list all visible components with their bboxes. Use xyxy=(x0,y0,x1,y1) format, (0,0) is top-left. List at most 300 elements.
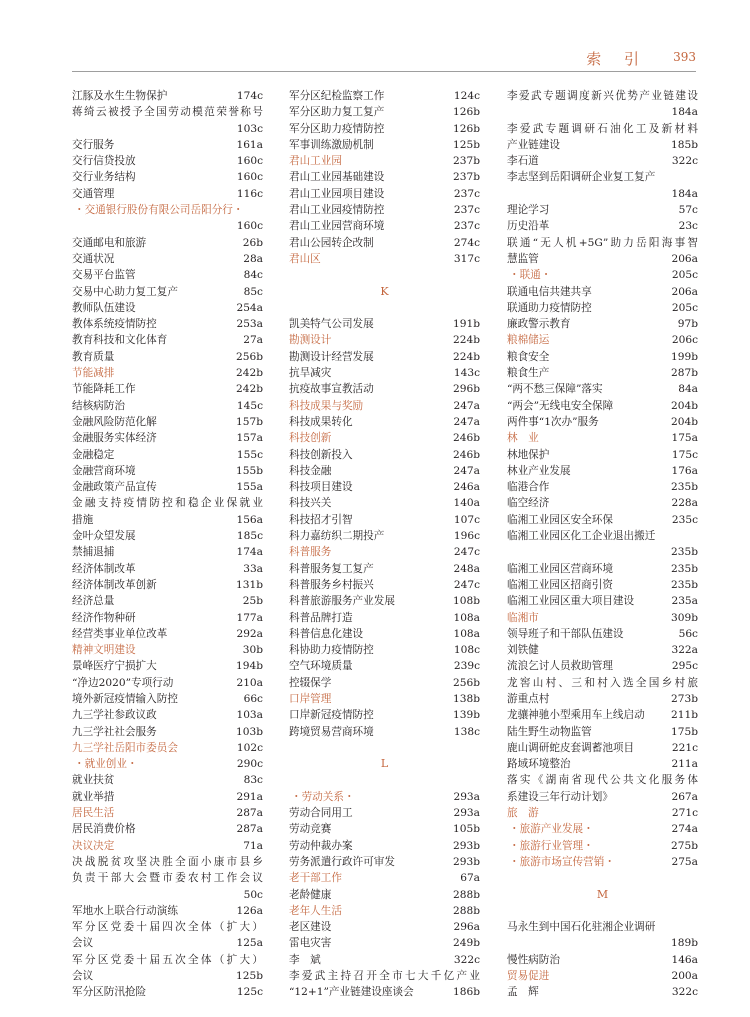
index-entry xyxy=(72,186,263,202)
entry-page-ref: 274a xyxy=(671,823,698,836)
index-entry xyxy=(72,398,263,414)
index-heading xyxy=(289,153,480,169)
entry-term: 马永生到中国石化驻湘企业调研 xyxy=(507,921,656,934)
entry-page-ref: 33a xyxy=(243,562,263,575)
entry-page-ref: 57c xyxy=(678,204,698,217)
index-entry xyxy=(72,381,263,397)
entry-page-ref: 107c xyxy=(453,513,480,526)
index-column-2 xyxy=(289,88,480,1001)
index-heading xyxy=(507,430,698,446)
entry-term: 蒋绮云被授予全国劳动模范荣誉称号 xyxy=(72,106,263,119)
entry-term: 贸易促进 xyxy=(507,970,550,983)
entry-page-ref: 103b xyxy=(235,725,263,738)
entry-page-ref: 211a xyxy=(671,758,698,771)
entry-page-ref: 175a xyxy=(671,432,698,445)
index-entry xyxy=(507,512,698,528)
index-heading xyxy=(289,332,480,348)
entry-term: 临湘工业园区重大项目建设 xyxy=(507,595,635,608)
entry-term: 科力嘉纺织二期投产 xyxy=(289,530,385,543)
index-heading xyxy=(507,610,698,626)
entry-term: 科技创新 xyxy=(289,432,332,445)
entry-term: 九三学社参政议政 xyxy=(72,709,157,722)
index-entry xyxy=(72,153,263,169)
entry-term: 居民生活 xyxy=(72,807,115,820)
entry-page-ref: 275b xyxy=(670,839,698,852)
entry-term: 领导班子和干部队伍建设 xyxy=(507,627,624,640)
index-entry xyxy=(72,675,263,691)
entry-term: 金融营商环境 xyxy=(72,464,136,477)
entry-page-ref: 224b xyxy=(452,334,480,347)
index-heading xyxy=(72,642,263,658)
entry-page-ref: 211b xyxy=(670,709,698,722)
entry-page-ref: 160c xyxy=(236,220,263,233)
entry-term: 落实《湖南省现代公共文化服务体 xyxy=(507,774,698,787)
entry-page-ref: 322c xyxy=(671,986,698,999)
index-entry xyxy=(289,349,480,365)
index-entry xyxy=(507,349,698,365)
entry-page-ref: 97b xyxy=(677,318,698,331)
section-letter xyxy=(507,887,698,903)
entry-term: 粮食生产 xyxy=(507,367,550,380)
entry-page-ref: 205c xyxy=(671,301,698,314)
index-entry xyxy=(507,658,698,674)
entry-page-ref: 293a xyxy=(453,807,480,820)
entry-page-ref: 194b xyxy=(235,660,263,673)
entry-term: 交行信贷投放 xyxy=(72,155,136,168)
entry-page-ref: 140a xyxy=(453,497,480,510)
index-entry xyxy=(72,821,263,837)
entry-term: ・交通银行股份有限公司岳阳分行・ xyxy=(74,204,244,217)
entry-page-ref: 248a xyxy=(453,562,480,575)
index-heading xyxy=(72,740,263,756)
entry-page-ref: 205c xyxy=(671,269,698,282)
index-entry xyxy=(72,658,263,674)
entry-term: 临湘工业园区招商引资 xyxy=(507,578,613,591)
entry-page-ref: 155b xyxy=(235,464,263,477)
entry-term: 金叶众望发展 xyxy=(72,530,136,543)
entry-page-ref: 235c xyxy=(671,513,698,526)
entry-term: 老龄健康 xyxy=(289,888,332,901)
index-entry xyxy=(72,952,263,968)
entry-term: 老年人生活 xyxy=(289,904,342,917)
entry-page-ref: 108a xyxy=(453,627,480,640)
entry-page-ref: 50c xyxy=(243,888,263,901)
entry-term: ・劳动关系・ xyxy=(291,790,355,803)
entry-term: 居民消费价格 xyxy=(72,823,136,836)
entry-page-ref: 206a xyxy=(671,285,698,298)
index-entry xyxy=(72,479,263,495)
entry-page-ref: 27a xyxy=(243,334,263,347)
entry-page-ref: 204b xyxy=(670,415,698,428)
index-heading xyxy=(72,838,263,854)
spacer xyxy=(289,772,480,788)
entry-page-ref: 67a xyxy=(460,872,480,885)
entry-term: 交通邮电和旅游 xyxy=(72,236,147,249)
entry-page-ref: 23c xyxy=(678,220,698,233)
entry-term: ・联通・ xyxy=(509,269,552,282)
entry-page-ref: 253a xyxy=(236,318,263,331)
entry-term: 联通电信共建共享 xyxy=(507,285,592,298)
entry-term: 结核病防治 xyxy=(72,399,125,412)
entry-page-ref: 138c xyxy=(453,725,480,738)
index-entry xyxy=(289,169,480,185)
entry-page-ref: 235b xyxy=(670,562,698,575)
entry-page-ref: 177a xyxy=(236,611,263,624)
entry-page-ref: 125b xyxy=(235,970,263,983)
entry-page-ref: 247a xyxy=(453,464,480,477)
entry-term: 粮食安全 xyxy=(507,350,550,363)
entry-term: 君山区 xyxy=(289,252,321,265)
entry-term: 联通“无人机+5G”助力岳阳海事智 xyxy=(507,236,698,249)
entry-term: 李石道 xyxy=(507,155,539,168)
entry-page-ref: 103a xyxy=(236,709,263,722)
entry-page-ref: 256b xyxy=(235,350,263,363)
index-entry xyxy=(72,349,263,365)
index-entry xyxy=(289,495,480,511)
entry-page-ref: 125b xyxy=(452,138,480,151)
index-heading xyxy=(289,398,480,414)
entry-page-ref: 288b xyxy=(452,888,480,901)
entry-term: 李爱武专题调研石油化工及新材料 xyxy=(507,122,698,135)
index-entry xyxy=(507,984,698,1000)
running-title: 索 引 xyxy=(586,50,648,68)
index-heading xyxy=(289,430,480,446)
entry-page-ref: 85c xyxy=(243,285,263,298)
entry-term: 勘测设计 xyxy=(289,334,332,347)
index-entry xyxy=(72,414,263,430)
entry-term: 劳动竞赛 xyxy=(289,823,332,836)
entry-page-ref: 293b xyxy=(452,839,480,852)
index-entry xyxy=(72,593,263,609)
entry-term: 金融政策产品宣传 xyxy=(72,481,157,494)
index-entry xyxy=(72,789,263,805)
entry-page-ref: 322a xyxy=(671,644,698,657)
index-heading xyxy=(72,756,263,772)
entry-page-ref: 146a xyxy=(671,953,698,966)
entry-page-ref: 317c xyxy=(453,252,480,265)
entry-page-ref: 224b xyxy=(452,350,480,363)
index-entry xyxy=(289,626,480,642)
entry-page-ref: 247a xyxy=(453,415,480,428)
index-entry xyxy=(289,218,480,234)
entry-page-ref: 71a xyxy=(243,839,263,852)
entry-page-ref: 287a xyxy=(236,823,263,836)
index-entry xyxy=(507,707,698,723)
entry-page-ref: 185b xyxy=(670,138,698,151)
entry-term: 科技成果与奖励 xyxy=(289,399,364,412)
index-entry xyxy=(72,447,263,463)
entry-term: 教育质量 xyxy=(72,350,115,363)
entry-page-ref: 103c xyxy=(236,122,263,135)
entry-page-ref: 145c xyxy=(236,399,263,412)
index-entry xyxy=(72,104,263,120)
index-entry xyxy=(507,381,698,397)
entry-term: 抗疫故事宣教活动 xyxy=(289,383,374,396)
entry-term: 科技兴关 xyxy=(289,497,332,510)
entry-page-ref: 125c xyxy=(236,986,263,999)
entry-page-ref: 246b xyxy=(452,432,480,445)
entry-term: 鹿山调研蛇皮套调蓄池项目 xyxy=(507,741,635,754)
index-entry xyxy=(289,447,480,463)
entry-term: 雷电灾害 xyxy=(289,937,332,950)
entry-term: 临湘工业园区化工企业退出搬迁 xyxy=(507,530,656,543)
entry-page-ref: 108a xyxy=(453,611,480,624)
index-entry xyxy=(72,707,263,723)
entry-page-ref: 105b xyxy=(452,823,480,836)
entry-page-ref: 228a xyxy=(671,497,698,510)
index-heading xyxy=(289,789,480,805)
entry-term: 慢性病防治 xyxy=(507,953,560,966)
entry-page-ref: 66c xyxy=(243,692,263,705)
entry-term: 金融支持疫情防控和稳企业保就业 xyxy=(72,497,263,510)
index-entry xyxy=(507,137,698,153)
entry-term: 教体系统疫情防控 xyxy=(72,318,157,331)
entry-term: 老干部工作 xyxy=(289,872,342,885)
entry-page-ref: 124c xyxy=(453,90,480,102)
index-entry xyxy=(72,300,263,316)
entry-term: 教育科技和文化体育 xyxy=(72,334,168,347)
index-entry xyxy=(72,724,263,740)
entry-page-ref: 84c xyxy=(243,269,263,282)
index-entry xyxy=(72,903,263,919)
entry-term: ・旅游市场宣传营销・ xyxy=(509,855,615,868)
index-entry xyxy=(72,919,263,935)
entry-page-ref: 191b xyxy=(452,318,480,331)
index-heading xyxy=(289,870,480,886)
index-entry xyxy=(507,202,698,218)
entry-term: 经济体制改革创新 xyxy=(72,578,157,591)
entry-page-ref: 210a xyxy=(236,676,263,689)
entry-page-ref: 235b xyxy=(670,546,698,559)
index-entry xyxy=(289,121,480,137)
entry-term: 两件事“1次办”服务 xyxy=(507,415,599,428)
entry-term: 决议决定 xyxy=(72,839,115,852)
index-entry xyxy=(507,561,698,577)
entry-page-ref: 102c xyxy=(236,741,263,754)
index-entry xyxy=(72,463,263,479)
index-entry xyxy=(72,251,263,267)
index-entry xyxy=(507,365,698,381)
index-entry xyxy=(507,316,698,332)
index-entry xyxy=(289,137,480,153)
entry-term: 交行业务结构 xyxy=(72,171,136,184)
index-entry xyxy=(289,968,480,984)
entry-term: 系建设三年行动计划》 xyxy=(507,790,613,803)
index-entry xyxy=(289,463,480,479)
index-entry xyxy=(72,235,263,251)
index-entry-continuation xyxy=(507,544,698,560)
entry-page-ref: 184a xyxy=(671,106,698,119)
entry-page-ref: 235b xyxy=(670,481,698,494)
index-column-3 xyxy=(507,88,698,1001)
entry-page-ref: 237c xyxy=(453,187,480,200)
header-rule xyxy=(72,71,696,72)
entry-term: 交行服务 xyxy=(72,138,115,151)
entry-page-ref: 157a xyxy=(236,432,263,445)
index-entry xyxy=(507,642,698,658)
index-entry xyxy=(507,675,698,691)
index-entry xyxy=(507,284,698,300)
section-letter-label: K xyxy=(380,284,389,298)
index-entry xyxy=(507,88,698,104)
entry-term: 空气环境质量 xyxy=(289,660,353,673)
index-entry xyxy=(289,642,480,658)
entry-page-ref: 175b xyxy=(670,725,698,738)
index-heading xyxy=(72,202,263,218)
entry-term: 流浪乞讨人员救助管理 xyxy=(507,660,613,673)
entry-term: 措施 xyxy=(72,513,94,526)
entry-page-ref: 287a xyxy=(236,807,263,820)
entry-term: 李爱武主持召开全市七大千亿产业 xyxy=(289,970,480,983)
index-entry xyxy=(72,267,263,283)
index-entry xyxy=(289,707,480,723)
index-entry xyxy=(289,577,480,593)
entry-term: 君山公园转企改制 xyxy=(289,236,374,249)
entry-page-ref: 160c xyxy=(236,155,263,168)
entry-page-ref: 288b xyxy=(452,904,480,917)
index-entry xyxy=(507,479,698,495)
index-entry xyxy=(507,691,698,707)
entry-term: 游重点村 xyxy=(507,692,550,705)
index-entry-continuation xyxy=(72,121,263,137)
index-entry xyxy=(507,447,698,463)
entry-term: 联通助力疫情防控 xyxy=(507,301,592,314)
index-heading xyxy=(289,251,480,267)
entry-term: 负责干部大会暨市委农村工作会议 xyxy=(72,872,263,885)
index-entry xyxy=(72,528,263,544)
index-entry xyxy=(72,88,263,104)
entry-term: 军分区党委十届四次全体（扩大） xyxy=(72,921,263,934)
index-entry xyxy=(289,479,480,495)
index-entry xyxy=(289,724,480,740)
index-entry xyxy=(72,935,263,951)
entry-page-ref: 30b xyxy=(242,644,263,657)
entry-page-ref: 161a xyxy=(236,138,263,151)
index-entry xyxy=(72,610,263,626)
index-entry xyxy=(507,121,698,137)
entry-term: 君山工业园基础建设 xyxy=(289,171,385,184)
index-entry xyxy=(289,365,480,381)
index-entry xyxy=(72,316,263,332)
entry-page-ref: 291a xyxy=(236,790,263,803)
entry-page-ref: 296b xyxy=(452,383,480,396)
entry-term: 抗旱减灾 xyxy=(289,367,332,380)
entry-term: “12+1”产业链建设座谈会 xyxy=(289,986,414,999)
index-heading xyxy=(507,267,698,283)
index-entry xyxy=(72,495,263,511)
index-entry xyxy=(507,952,698,968)
index-heading xyxy=(507,332,698,348)
index-entry xyxy=(72,854,263,870)
entry-term: 禁捕退捕 xyxy=(72,546,115,559)
index-entry xyxy=(289,235,480,251)
entry-page-ref: 247a xyxy=(453,399,480,412)
entry-term: 临湘工业园区安全环保 xyxy=(507,513,613,526)
entry-term: 会议 xyxy=(72,937,94,950)
entry-term: 科技项目建设 xyxy=(289,481,353,494)
entry-page-ref: 290c xyxy=(236,758,263,771)
entry-page-ref: 157b xyxy=(235,415,263,428)
entry-page-ref: 126b xyxy=(452,122,480,135)
entry-page-ref: 184a xyxy=(671,187,698,200)
index-entry xyxy=(507,756,698,772)
entry-term: 决战脱贫攻坚决胜全面小康市县乡 xyxy=(72,855,263,868)
entry-term: 交通管理 xyxy=(72,187,115,200)
entry-page-ref: 246b xyxy=(452,448,480,461)
entry-term: 历史沿革 xyxy=(507,220,550,233)
entry-term: 科普信息化建设 xyxy=(289,627,364,640)
index-entry xyxy=(72,137,263,153)
index-entry xyxy=(507,577,698,593)
entry-page-ref: 56c xyxy=(678,627,698,640)
entry-term: 金融服务实体经济 xyxy=(72,432,157,445)
entry-term: 控辍保学 xyxy=(289,676,332,689)
entry-term: 勘测设计经营发展 xyxy=(289,350,374,363)
entry-page-ref: 138b xyxy=(452,692,480,705)
entry-page-ref: 237b xyxy=(452,155,480,168)
entry-term: 就业举措 xyxy=(72,790,115,803)
index-entry xyxy=(289,805,480,821)
section-letter xyxy=(289,284,480,300)
entry-page-ref: 295c xyxy=(671,660,698,673)
entry-term: 口岸新冠疫情防控 xyxy=(289,709,374,722)
entry-term: 口岸管理 xyxy=(289,692,332,705)
entry-page-ref: 309b xyxy=(670,611,698,624)
entry-page-ref: 206a xyxy=(671,252,698,265)
entry-page-ref: 267a xyxy=(671,790,698,803)
entry-term: 交通状况 xyxy=(72,252,115,265)
entry-page-ref: 254a xyxy=(236,301,263,314)
section-letter-label: M xyxy=(596,887,609,901)
entry-page-ref: 176a xyxy=(671,464,698,477)
entry-term: 科技金融 xyxy=(289,464,332,477)
entry-page-ref: 204b xyxy=(670,399,698,412)
entry-page-ref: 200a xyxy=(671,970,698,983)
entry-page-ref: 322c xyxy=(453,953,480,966)
entry-term: 李爱武专题调度新兴优势产业链建设 xyxy=(507,90,698,102)
index-heading xyxy=(507,854,698,870)
index-entry xyxy=(289,821,480,837)
index-heading xyxy=(507,805,698,821)
entry-page-ref: 292a xyxy=(236,627,263,640)
entry-term: 龙骧神驰小型乘用车上线启动 xyxy=(507,709,645,722)
entry-term: 节能减排 xyxy=(72,367,115,380)
entry-term: 君山工业园 xyxy=(289,155,342,168)
entry-page-ref: 274c xyxy=(453,236,480,249)
index-heading xyxy=(72,805,263,821)
entry-page-ref: 287b xyxy=(670,367,698,380)
entry-term: 路域环境整治 xyxy=(507,758,571,771)
index-entry xyxy=(289,186,480,202)
index-entry xyxy=(72,430,263,446)
entry-term: 经济总量 xyxy=(72,595,115,608)
entry-term: 刘铁健 xyxy=(507,644,539,657)
entry-term: 经济作物种研 xyxy=(72,611,136,624)
index-entry xyxy=(289,202,480,218)
index-entry xyxy=(72,870,263,886)
index-entry xyxy=(72,968,263,984)
index-column-1 xyxy=(72,88,263,1001)
entry-term: 教师队伍建设 xyxy=(72,301,136,314)
entry-page-ref: 247c xyxy=(453,546,480,559)
entry-term: 龙窖山村、三和村入选全国乡村旅 xyxy=(507,676,698,689)
page-number: 393 xyxy=(673,50,696,64)
entry-term: 君山工业园项目建设 xyxy=(289,187,385,200)
entry-term: 产业链建设 xyxy=(507,138,560,151)
entry-page-ref: 160c xyxy=(236,171,263,184)
index-heading xyxy=(289,691,480,707)
entry-page-ref: 186b xyxy=(452,986,480,999)
